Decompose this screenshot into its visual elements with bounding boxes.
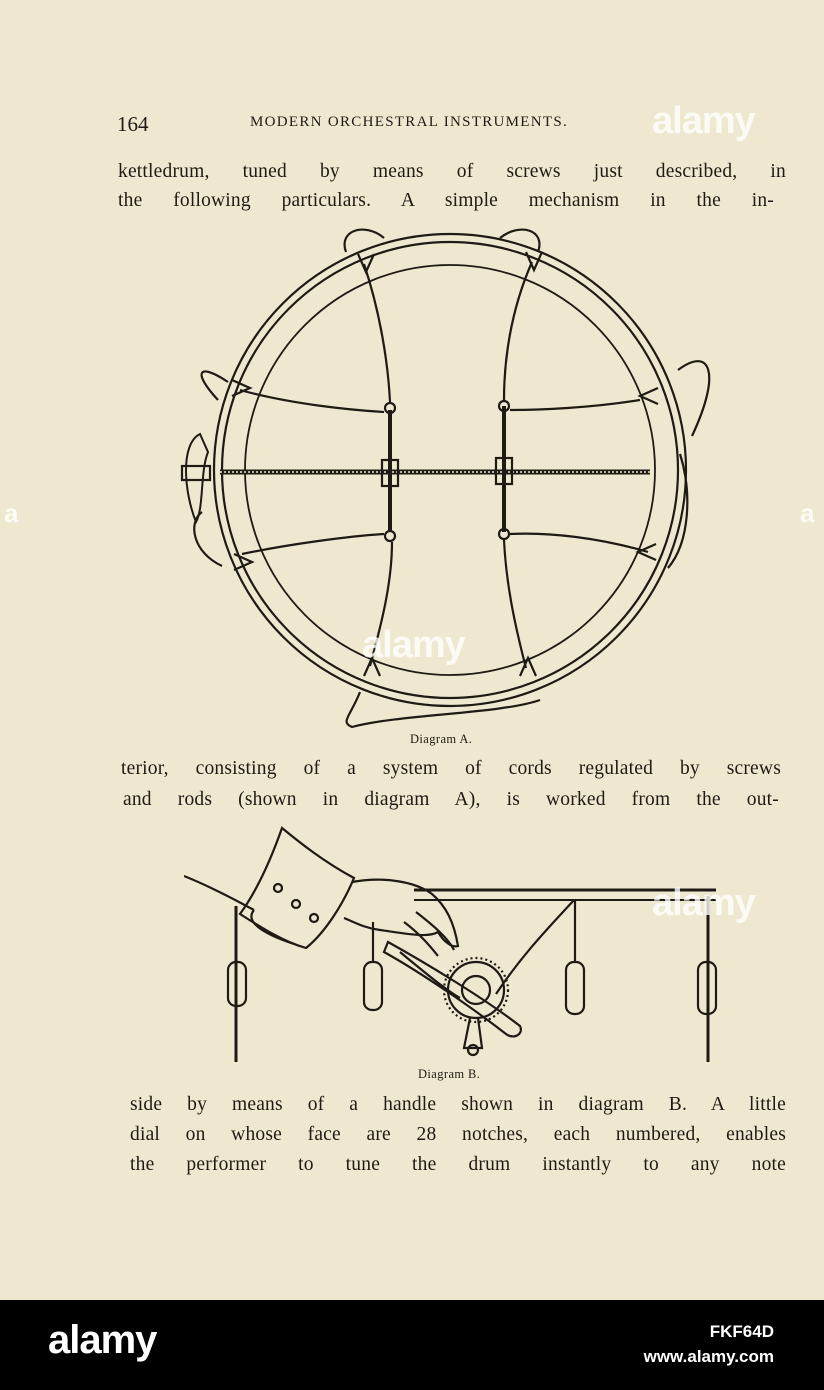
diagram-b-caption: Diagram B. bbox=[418, 1067, 481, 1081]
page-number: 164 bbox=[117, 112, 149, 136]
running-head: MODERN ORCHESTRAL INSTRUMENTS. bbox=[250, 114, 569, 130]
watermark: alamy bbox=[652, 882, 755, 924]
body-line: terior, consisting of a system of cords regulated by screws bbox=[121, 758, 781, 779]
body-line: kettledrum, tuned by means of screws just described, in bbox=[118, 161, 786, 182]
footer-logo: alamy bbox=[48, 1318, 157, 1362]
watermark: alamy bbox=[362, 624, 465, 666]
watermark-edge-mark: a bbox=[4, 498, 19, 528]
footer-site-url: www.alamy.com bbox=[643, 1347, 774, 1366]
diagram-b-illustration bbox=[184, 822, 724, 1066]
body-line: the performer to tune the drum instantly to any note bbox=[130, 1154, 786, 1175]
body-line: dial on whose face are 28 notches, each numbered, enables bbox=[130, 1124, 786, 1145]
body-line: side by means of a handle shown in diagram B. A little bbox=[130, 1094, 786, 1115]
body-line: the following particulars. A simple mechanism in the in- bbox=[118, 190, 774, 211]
body-line: and rods (shown in diagram A), is worked from the out- bbox=[123, 789, 779, 810]
watermark: alamy bbox=[652, 100, 755, 142]
diagram-a-caption: Diagram A. bbox=[410, 732, 473, 746]
footer-image-id: FKF64D bbox=[709, 1322, 774, 1341]
watermark-edge-mark: a bbox=[800, 498, 815, 528]
